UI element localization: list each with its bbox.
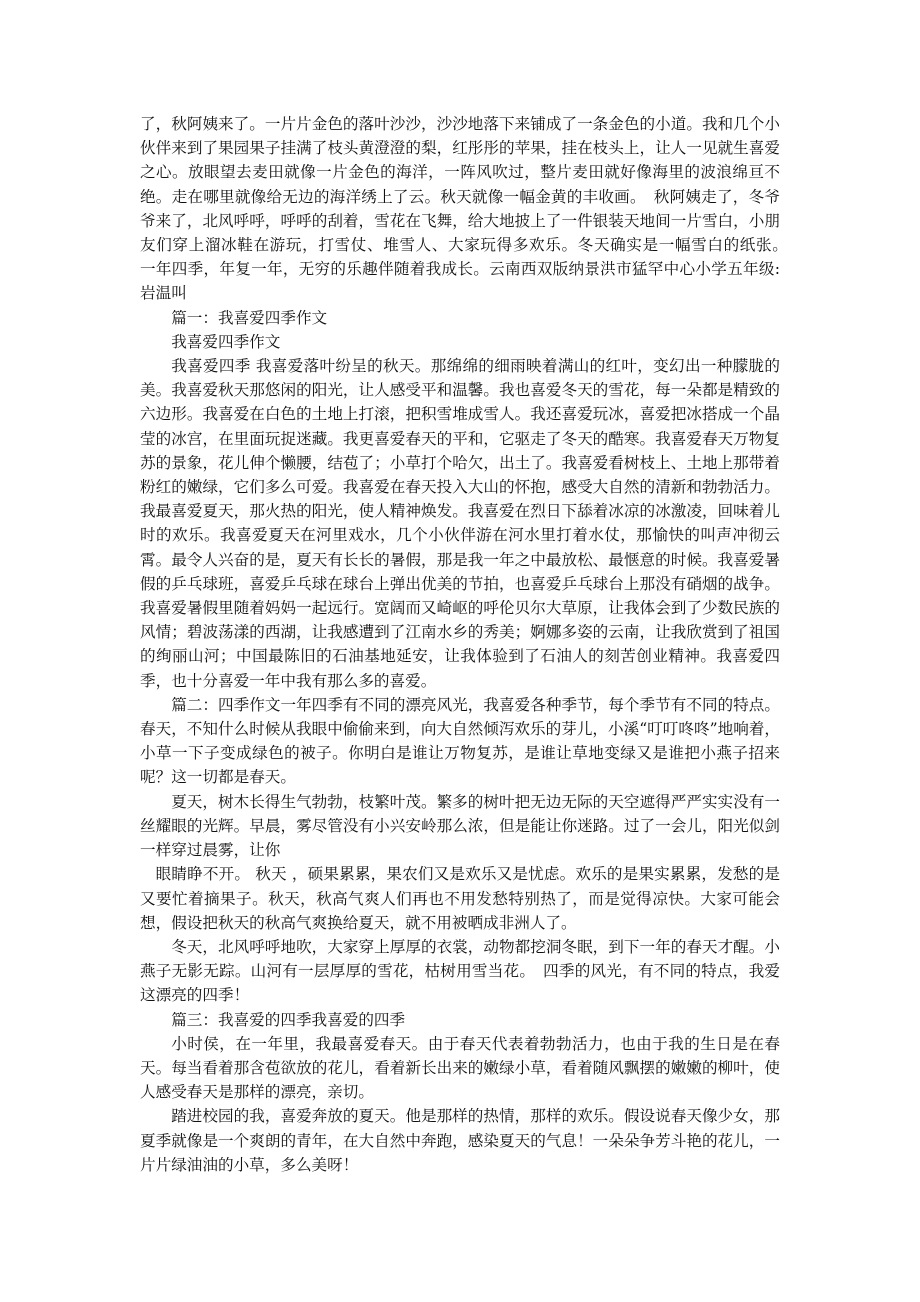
paragraph-summer: 夏天，树木长得生气勃勃，枝繁叶茂。繁多的树叶把无边无际的天空遮得严严实实没有一丝耀眼的光辉。早晨，雾尽管没有小兴安岭那么浓，但是能让你迷路。过了一会儿，阳光似剑一样穿过晨雾，让你: [140, 792, 780, 860]
paragraph-part-two-spring: 篇二：四季作文一年四季有不同的漂亮风光，我喜爱各种季节，每个季节有不同的特点。春天，不知什么时候从我眼中偷偷来到，向大自然倾泻欢乐的芽儿，小溪“叮叮咚咚”地响着，小草一下子变成绿色的被子。你明白是谁让万物复苏，是谁让草地变绿又是谁把小燕子招来呢？这一切都是春天。: [140, 695, 780, 787]
section-heading-part-one: 篇一：我喜爱四季作文: [171, 308, 328, 327]
document-body: [140, 112, 796, 1177]
paragraph-four-seasons-love: 我喜爱四季 我喜爱落叶纷呈的秋天。那绵绵的细雨映着满山的红叶，变幻出一种朦胧的美。我喜爱秋天那悠闲的阳光，让人感受平和温馨。我也喜爱冬天的雪花，每一朵都是精致的六边形。我喜爱在白色的土地上打滚，把积雪堆成雪人。我还喜爱玩冰，喜爱把冰搭成一个晶莹的冰宫，在里面玩捉迷藏。我更喜爱春天的平和，它驱走了冬天的酷寒。我喜爱春天万物复苏的景象，花儿伸个懒腰，结苞了；小草打个哈欠，出土了。我喜爱看树枝上、土地上那带着粉红的嫩绿，它们多么可爱。我喜爱在春天投入大山的怀抱，感受大自然的清新和勃勃活力。我最喜爱夏天，那火热的阳光，使人精神焕发。我喜爱在烈日下舔着冰凉的冰激凌，回味着儿时的欢乐。我喜爱夏天在河里戏水，几个小伙伴游在河水里打着水仗，那愉快的叫声冲彻云霄。最令人兴奋的是，夏天有长长的暑假，那是我一年之中最放松、最惬意的时候。我喜爱暑假的乒乓球班，喜爱乒乓球在球台上弹出优美的节拍，也喜爱乒乓球台上那没有硝烟的战争。我喜爱暑假里随着妈妈一起远行。宽阔而又崎岖的呼伦贝尔大草原，让我体会到了少数民族的风情；碧波荡漾的西湖，让我感遭到了江南水乡的秀美；婀娜多姿的云南，让我欣赏到了祖国的绚丽山河；中国最陈旧的石油基地延安，让我体验到了石油人的刻苦创业精神。我喜爱四季，也十分喜爱一年中我有那么多的喜爱。: [140, 357, 780, 690]
essay-title: 我喜爱四季作文: [171, 332, 281, 351]
paragraph-childhood-spring: 小时侯，在一年里，我最喜爱春天。由于春天代表着勃勃活力，也由于我的生日是在春天。每当看着那含苞欲放的花儿，看着新长出来的嫩绿小草，看着随风飘摆的嫩嫩的柳叶，使人感受春天是那样的漂亮，亲切。: [140, 1034, 780, 1102]
paragraph-school-summer: 踏进校园的我，喜爱奔放的夏天。他是那样的热情，那样的欢乐。假设说春天像少女，那夏季就像是一个爽朗的青年，在大自然中奔跑，感染夏天的气息！一朵朵争芳斗艳的花儿，一片片绿油油的小草，多么美呀！: [140, 1107, 780, 1174]
section-heading-part-three: 篇三：我喜爱的四季我喜爱的四季: [171, 1010, 406, 1029]
paragraph-autumn: 眼睛睁不开。 秋天 ，硕果累累，果农们又是欢乐又是忧虑。欢乐的是果实累累，发愁的是又要忙着摘果子。秋天，秋高气爽人们再也不用发愁特别热了，而是觉得凉快。大家可能会想，假设把秋天的秋高气爽换给夏天，就不用被晒成非洲人了。: [140, 865, 780, 932]
paragraph-autumn-winter-ending: 了，秋阿姨来了。一片片金色的落叶沙沙，沙沙地落下来铺成了一条金色的小道。我和几个小伙伴来到了果园果子挂满了枝头黄澄澄的梨，红彤彤的苹果，挂在枝头上，让人一见就生喜爱之心。放眼望去麦田就像一片金色的海洋，一阵风吹过，整片麦田就好像海里的波浪绵亘不绝。走在哪里就像给无边的海洋绣上了云。秋天就像一幅金黄的丰收画。 秋阿姨走了，冬爷爷来了，北风呼呼，呼呼的刮着，雪花在飞舞，给大地披上了一件银装天地间一片雪白，小朋友们穿上溜冰鞋在游玩，打雪仗、堆雪人、大家玩得多欢乐。冬天确实是一幅雪白的纸张。 一年四季，年复一年，无穷的乐趣伴随着我成长。云南西双版纳景洪市猛罕中心小学五年级:岩温叫: [140, 115, 796, 303]
paragraph-winter: 冬天，北风呼呼地吹，大家穿上厚厚的衣裳，动物都挖洞冬眠，到下一年的春天才醒。小燕子无影无踪。山河有一层厚厚的雪花，枯树用雪当花。 四季的风光，有不同的特点，我爱这漂亮的四季！: [140, 937, 780, 1005]
